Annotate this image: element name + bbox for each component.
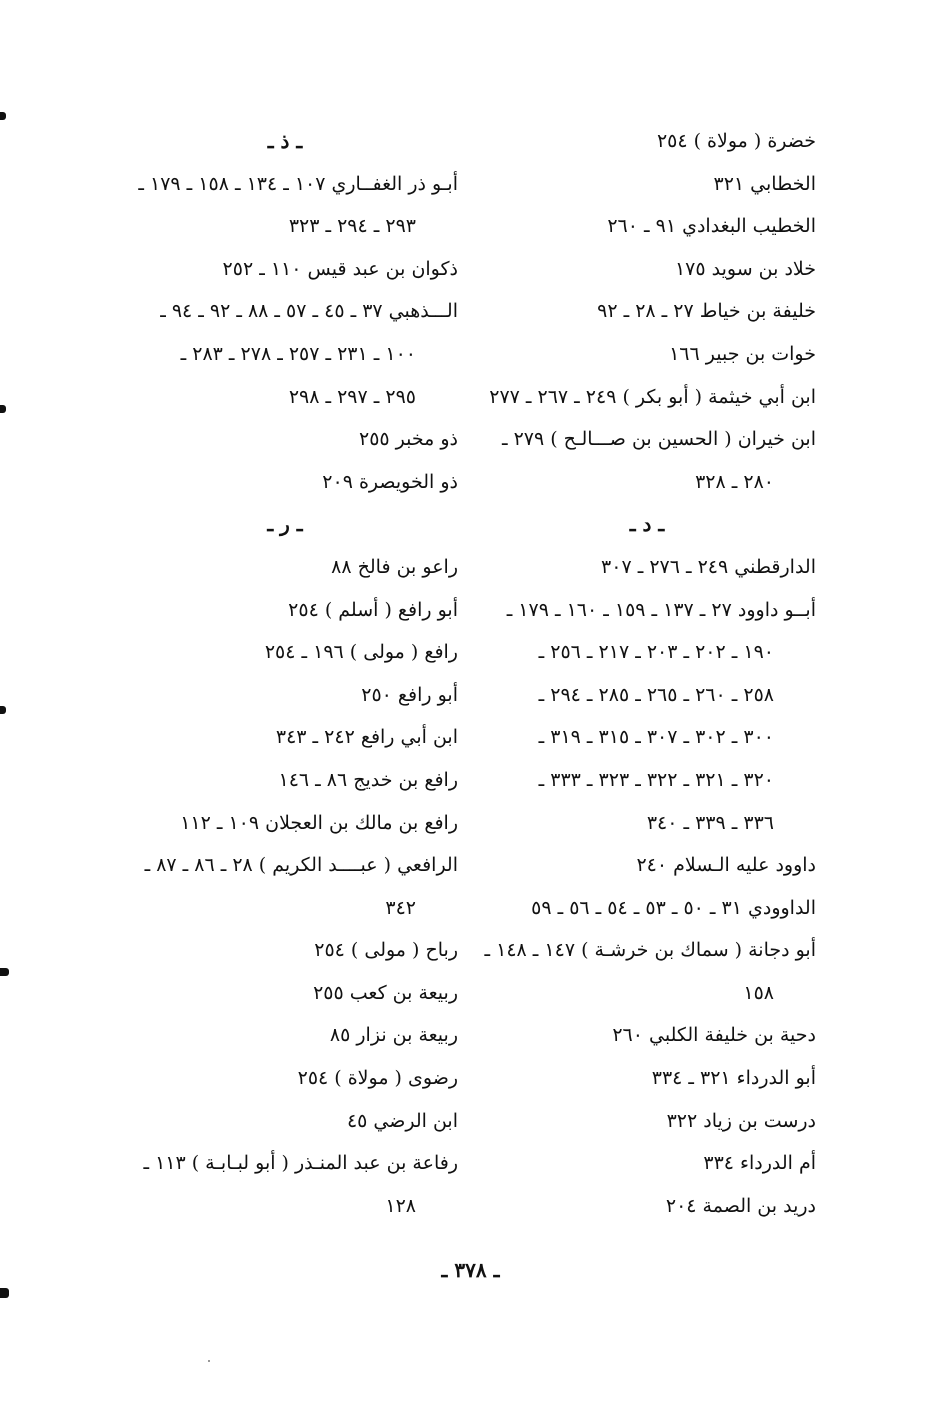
index-entry: الـــذهبي ٣٧ ـ ٤٥ ـ ٥٧ ـ ٨٨ ـ ٩٢ ـ ٩٤ ـ xyxy=(160,300,458,323)
index-entry-continuation: ١٥٨ xyxy=(743,981,774,1004)
index-entry-continuation: ٣٢٠ ـ ٣٢١ ـ ٣٢٢ ـ ٣٢٣ ـ ٣٣٣ ـ xyxy=(538,768,774,791)
index-entry: ذو الخويصرة ٢٠٩ xyxy=(322,470,458,493)
index-entry: داوود عليه الـسلام ٢٤٠ xyxy=(636,854,816,877)
index-entry: أم الدرداء ٣٣٤ xyxy=(703,1152,816,1175)
index-entry: رباح ( مولى ) ٢٥٤ xyxy=(314,939,458,962)
index-entry: أبو دجانة ( سماك بن خرشـة ) ١٤٧ ـ ١٤٨ ـ xyxy=(484,939,816,962)
index-entry: الرافعي ( عبــــد الكريم ) ٢٨ ـ ٨٦ ـ ٨٧ ـ xyxy=(144,854,458,877)
section-heading: ـ ذ ـ xyxy=(267,129,303,153)
index-entry: راعو بن فالخ ٨٨ xyxy=(331,555,458,578)
index-entry: ربيعة بن نزار ٨٥ xyxy=(329,1024,458,1047)
index-entry: ابن أبي رافع ٢٤٢ ـ ٣٤٣ xyxy=(275,726,458,749)
index-entry: الخطابي ٣٢١ xyxy=(713,172,816,195)
right-column xyxy=(478,120,816,1227)
index-entry: رافع بن مالك بن العجلان ١٠٩ ـ ١١٢ xyxy=(180,811,458,834)
index-entry: ابن الرضي ٤٥ xyxy=(346,1109,458,1132)
index-entry-continuation: ٢٨٠ ـ ٣٢٨ xyxy=(695,470,774,493)
index-entry-continuation: ٢٥٨ ـ ٢٦٠ ـ ٢٦٥ ـ ٢٨٥ ـ ٢٩٤ ـ xyxy=(538,683,774,706)
index-entry: درست بن زياد ٣٢٢ xyxy=(666,1109,816,1132)
index-entry: رافع بن خديج ٨٦ ـ ١٤٦ xyxy=(278,768,458,791)
margin-mark xyxy=(0,706,6,714)
index-entry: ابن أبي خيثمة ( أبو بكر ) ٢٤٩ ـ ٢٦٧ ـ ٢٧٧ xyxy=(489,385,816,408)
index-entry-continuation: ١٩٠ ـ ٢٠٢ ـ ٢٠٣ ـ ٢١٧ ـ ٢٥٦ ـ xyxy=(538,641,774,664)
index-entry: ربيعة بن كعب ٢٥٥ xyxy=(313,981,458,1004)
index-entry: ذكوان بن عبد قيس ١١٠ ـ ٢٥٢ xyxy=(222,257,458,280)
index-entry-continuation: ٣٣٦ ـ ٣٣٩ ـ ٣٤٠ xyxy=(646,811,774,834)
index-entry: خوات بن جبير ١٦٦ xyxy=(669,342,816,365)
index-entry: الخطيب البغدادي ٩١ ـ ٢٦٠ xyxy=(607,215,816,238)
index-entry: أبو رافع ٢٥٠ xyxy=(361,683,458,706)
section-heading: ـ د ـ xyxy=(629,512,665,537)
index-entry: ذو مخبر ٢٥٥ xyxy=(359,428,458,451)
index-entry-continuation: ٢٩٣ ـ ٢٩٤ ـ ٣٢٣ xyxy=(288,215,416,238)
margin-mark xyxy=(0,405,6,413)
margin-mark xyxy=(0,1288,9,1298)
index-entry: خلاد بن سويد ١٧٥ xyxy=(674,257,816,280)
index-entry: رفاعة بن عبد المنـذر ( أبو لبـابـة ) ١١٣ ـ xyxy=(143,1152,458,1175)
page-number: ـ ٣٧٨ ـ xyxy=(441,1258,500,1282)
index-entry: أبـو ذر الغفــاري ١٠٧ ـ ١٣٤ ـ ١٥٨ ـ ١٧٩ ـ xyxy=(138,172,458,195)
section-heading: ـ ر ـ xyxy=(267,512,303,537)
index-entry-continuation: ٢٩٥ ـ ٢٩٧ ـ ٢٩٨ xyxy=(288,385,416,408)
left-column xyxy=(112,120,458,1227)
index-entry: دحية بن خليفة الكلبي ٢٦٠ xyxy=(612,1024,816,1047)
index-entry: ابن خيران ( الحسين بن صـــالـح ) ٢٧٩ ـ xyxy=(501,428,816,451)
index-entry: الداوودي ٣١ ـ ٥٠ ـ ٥٣ ـ ٥٤ ـ ٥٦ ـ ٥٩ xyxy=(531,896,816,919)
index-entry-continuation: ١٠٠ ـ ٢٣١ ـ ٢٥٧ ـ ٢٧٨ ـ ٢٨٣ ـ xyxy=(180,342,416,365)
margin-mark xyxy=(0,968,9,976)
index-entry-continuation: ٣٤٢ xyxy=(385,896,416,919)
index-entry: أبو الدرداء ٣٢١ ـ ٣٣٤ xyxy=(651,1067,816,1090)
index-entry-continuation: ٣٠٠ ـ ٣٠٢ ـ ٣٠٧ ـ ٣١٥ ـ ٣١٩ ـ xyxy=(538,726,774,749)
index-entry: أبــو داوود ٢٧ ـ ١٣٧ ـ ١٥٩ ـ ١٦٠ ـ ١٧٩ ـ xyxy=(506,598,816,621)
speck xyxy=(208,1360,210,1362)
index-entry: أبو رافع ( أسلم ) ٢٥٤ xyxy=(288,598,458,621)
index-entry: خليفة بن خياط ٢٧ ـ ٢٨ ـ ٩٢ xyxy=(597,300,816,323)
index-entry: رافع ( مولى ) ١٩٦ ـ ٢٥٤ xyxy=(264,641,458,664)
margin-mark xyxy=(0,112,6,120)
index-entry: دريد بن الصمة ٢٠٤ xyxy=(665,1194,816,1217)
index-entry: الدارقطني ٢٤٩ ـ ٢٧٦ ـ ٣٠٧ xyxy=(601,555,816,578)
index-entry: رضوى ( مولاة ) ٢٥٤ xyxy=(297,1067,458,1090)
index-entry-continuation: ١٢٨ xyxy=(385,1194,416,1217)
index-entry: خضرة ( مولاة ) ٢٥٤ xyxy=(656,130,816,152)
